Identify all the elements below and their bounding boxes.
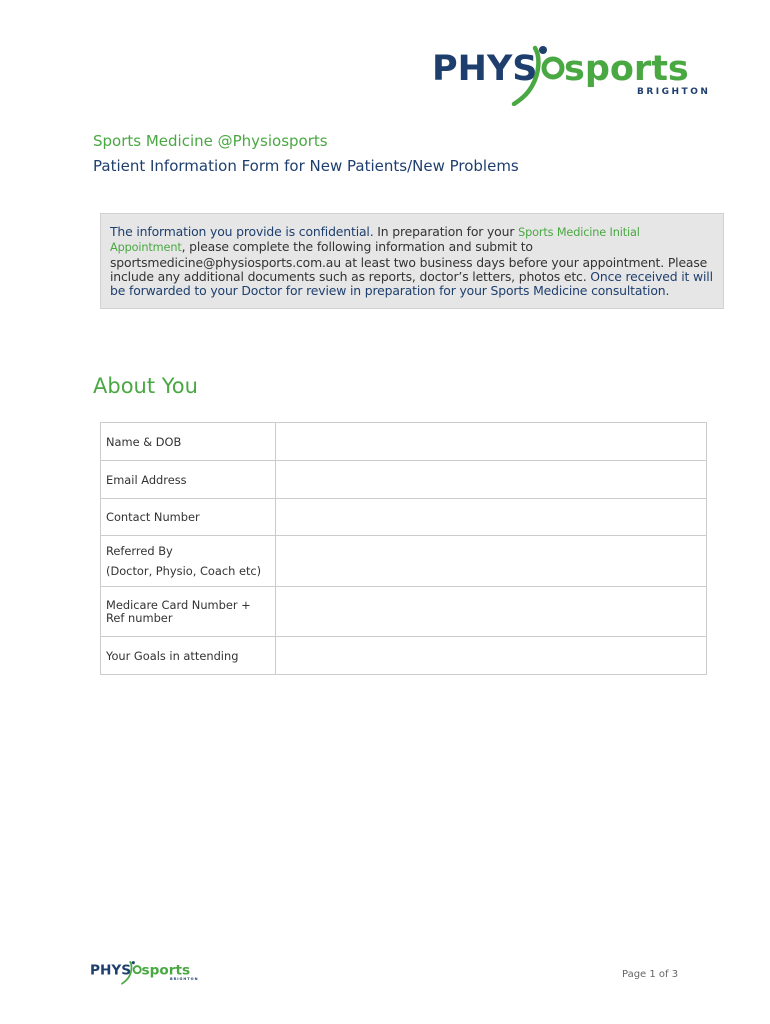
notice-text-1: In preparation for your (373, 224, 519, 239)
form-row (101, 637, 707, 675)
notice-appointment-type: Sports Medicine Initial Appointment (110, 226, 640, 255)
footer-logo (90, 959, 200, 985)
about-you-form (100, 422, 707, 675)
page-title: Sports Medicine @Physiosports (93, 132, 328, 150)
logo-text-phys: PHYS (432, 49, 538, 89)
field-label-referred-by: Referred By (106, 544, 173, 558)
field-label (101, 423, 276, 461)
notice-forwarding: Once received it will be forwarded to your Doctor for review in preparation for your Sports Medicine consultation. (110, 268, 713, 299)
field-label (101, 587, 276, 637)
footer-logo-text-phys: PHYS (90, 962, 132, 979)
field-label-email: Email Address (106, 472, 187, 487)
field-label-name-dob: Name & DOB (106, 434, 182, 449)
confidentiality-notice (100, 213, 724, 309)
field-label-medicare: Medicare Card Number + Ref number (106, 597, 251, 625)
page-number: Page 1 of 3 (622, 969, 679, 980)
field-hint-referred-by: (Doctor, Physio, Coach etc) (106, 564, 262, 578)
form-row (101, 461, 707, 499)
goals-field[interactable] (276, 637, 707, 675)
page-subtitle: Patient Information Form for New Patients/New Problems (93, 157, 519, 175)
logo-location: BRIGHTON (637, 87, 711, 97)
field-label (101, 499, 276, 536)
medicare-field[interactable] (276, 587, 707, 637)
physiosports-logo (432, 42, 714, 106)
name-dob-field[interactable] (276, 423, 707, 461)
form-row (101, 499, 707, 536)
form-row (101, 423, 707, 461)
referred-by-field[interactable] (276, 536, 707, 587)
footer-logo-location: BRIGHTON (169, 976, 199, 981)
field-label (101, 536, 276, 587)
form-row (101, 536, 707, 587)
form-row (101, 587, 707, 637)
field-label-contact: Contact Number (106, 510, 200, 524)
field-label (101, 637, 276, 675)
field-label-goals: Your Goals in attending (106, 648, 239, 663)
email-field[interactable] (276, 461, 707, 499)
footer-logo-text-sports: sports (141, 962, 191, 979)
contact-number-field[interactable] (276, 499, 707, 536)
notice-text-2: , please complete the following information and submit to sportsmedicine@physiosports.com.au at least two business days before your appointment. Please include any additional documents such as reports, doctor’s letters, photos etc. (110, 239, 708, 284)
field-label (101, 461, 276, 499)
notice-confidential: The information you provide is confidential. (110, 224, 374, 239)
section-title-about-you: About You (93, 374, 198, 398)
logo-text-sports: sports (564, 49, 689, 89)
